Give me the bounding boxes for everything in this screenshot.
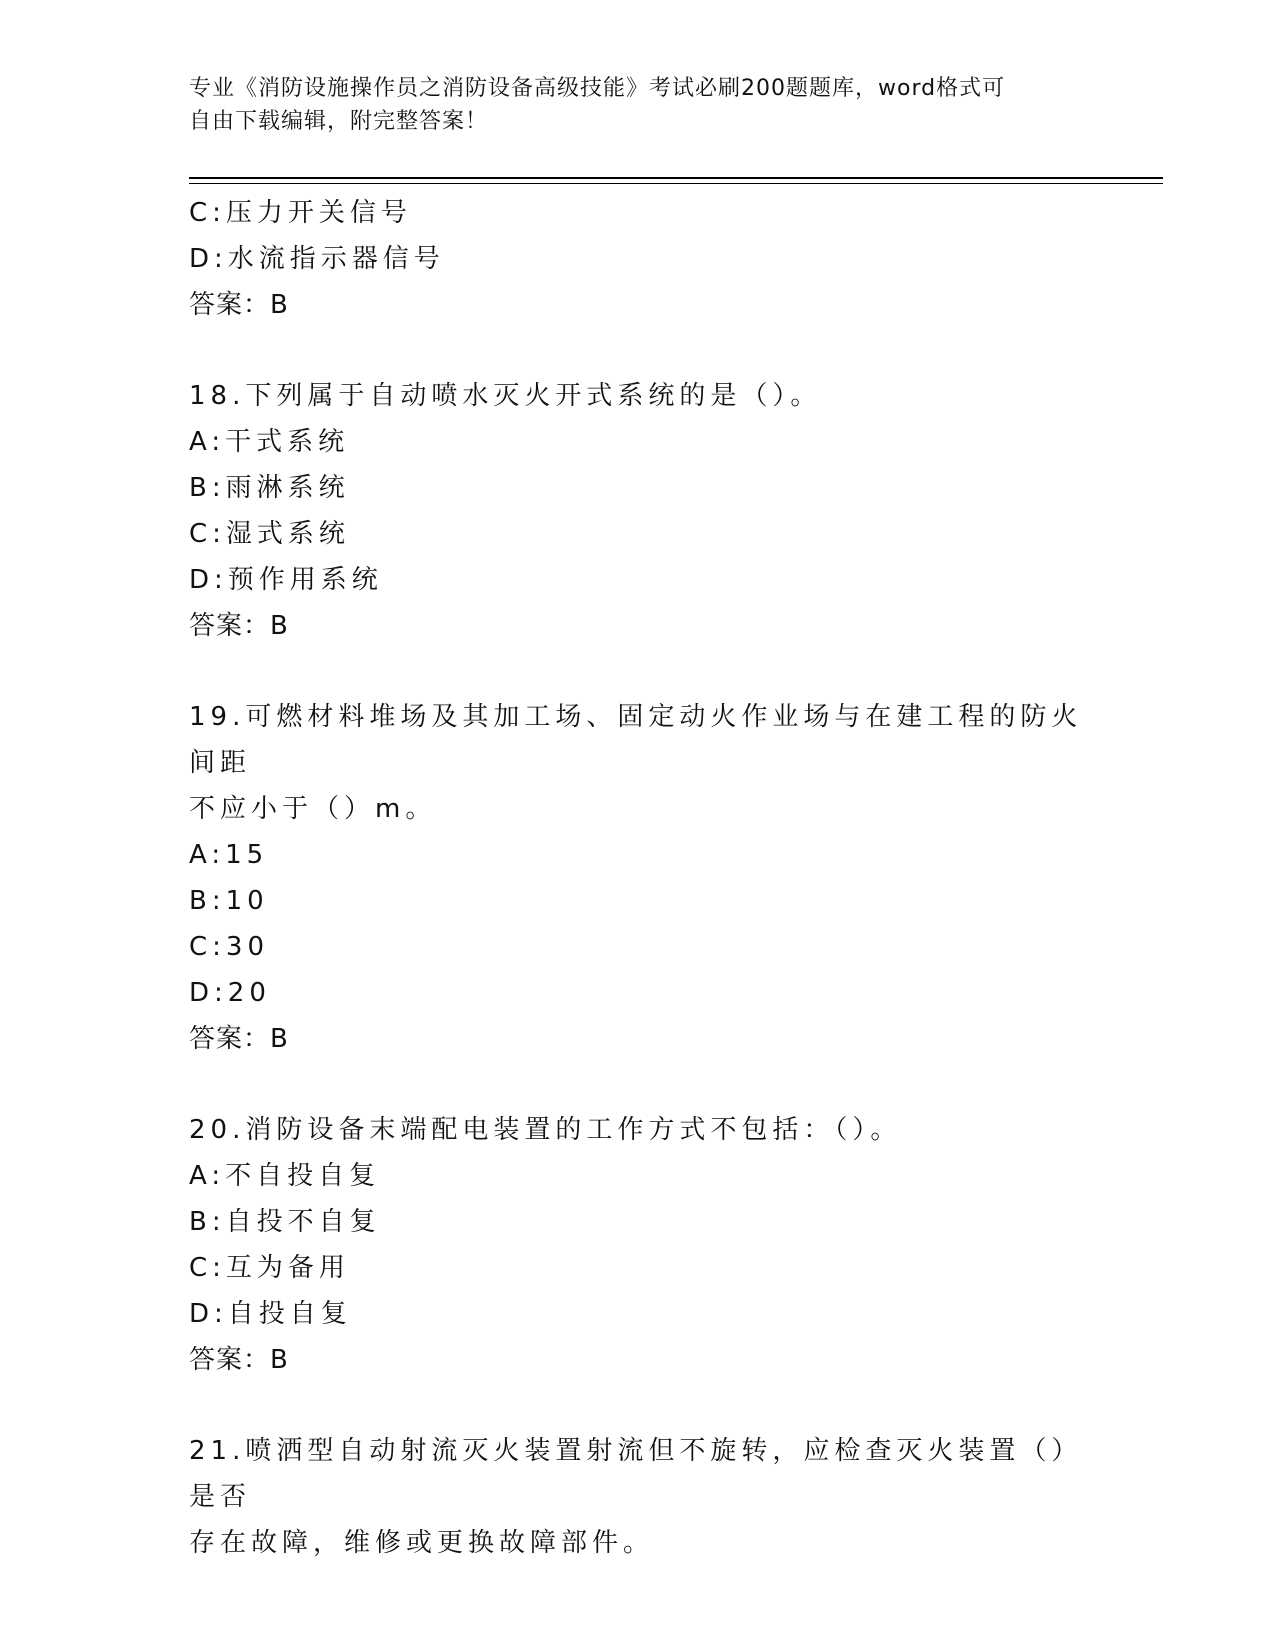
option-a: A:干式系统 <box>189 427 350 457</box>
question-stem-line: 存在故障，维修或更换故障部件。 <box>189 1528 655 1558</box>
question-20 <box>189 1107 1089 1383</box>
question-stem-line: 20.消防设备末端配电装置的工作方式不包括：（）。 <box>189 1115 902 1145</box>
question-21 <box>189 1428 1089 1566</box>
question-stem-line: 18.下列属于自动喷水灭火开式系统的是（）。 <box>189 381 822 411</box>
option-c: C:湿式系统 <box>189 519 350 549</box>
option-c: C:互为备用 <box>189 1253 350 1283</box>
option-c: C:30 <box>189 932 270 962</box>
question-stem-line: 不应小于（）m。 <box>189 794 437 824</box>
option-d: D:自投自复 <box>189 1299 352 1329</box>
question-stem-line: 19.可燃材料堆场及其加工场、固定动火作业场与在建工程的防火间距 <box>189 702 1083 778</box>
question-content <box>189 190 1089 1566</box>
page-header <box>189 72 1089 138</box>
header-rule-thin <box>189 183 1163 184</box>
header-line-2: 自由下载编辑，附完整答案！ <box>189 109 489 134</box>
option-b: B:10 <box>189 886 269 916</box>
option-a: A:15 <box>189 840 269 870</box>
option-a: A:不自投自复 <box>189 1161 381 1191</box>
option-c: C:压力开关信号 <box>189 198 412 228</box>
header-line-1: 专业《消防设施操作员之消防设备高级技能》考试必刷200题题库，word格式可 <box>189 76 1006 101</box>
answer-line: 答案：B <box>189 1024 289 1054</box>
option-d: D:20 <box>189 978 271 1008</box>
header-rule-thick <box>189 177 1163 179</box>
question-18 <box>189 373 1089 649</box>
answer-line: 答案：B <box>189 1345 289 1375</box>
answer-line: 答案：B <box>189 290 289 320</box>
question-17-fragment <box>189 190 1089 328</box>
option-b: B:雨淋系统 <box>189 473 350 503</box>
question-19 <box>189 694 1089 1062</box>
option-d: D:水流指示器信号 <box>189 244 445 274</box>
question-stem-line: 21.喷洒型自动射流灭火装置射流但不旋转，应检查灭火装置（）是否 <box>189 1436 1083 1512</box>
option-d: D:预作用系统 <box>189 565 383 595</box>
answer-line: 答案：B <box>189 611 289 641</box>
option-b: B:自投不自复 <box>189 1207 381 1237</box>
